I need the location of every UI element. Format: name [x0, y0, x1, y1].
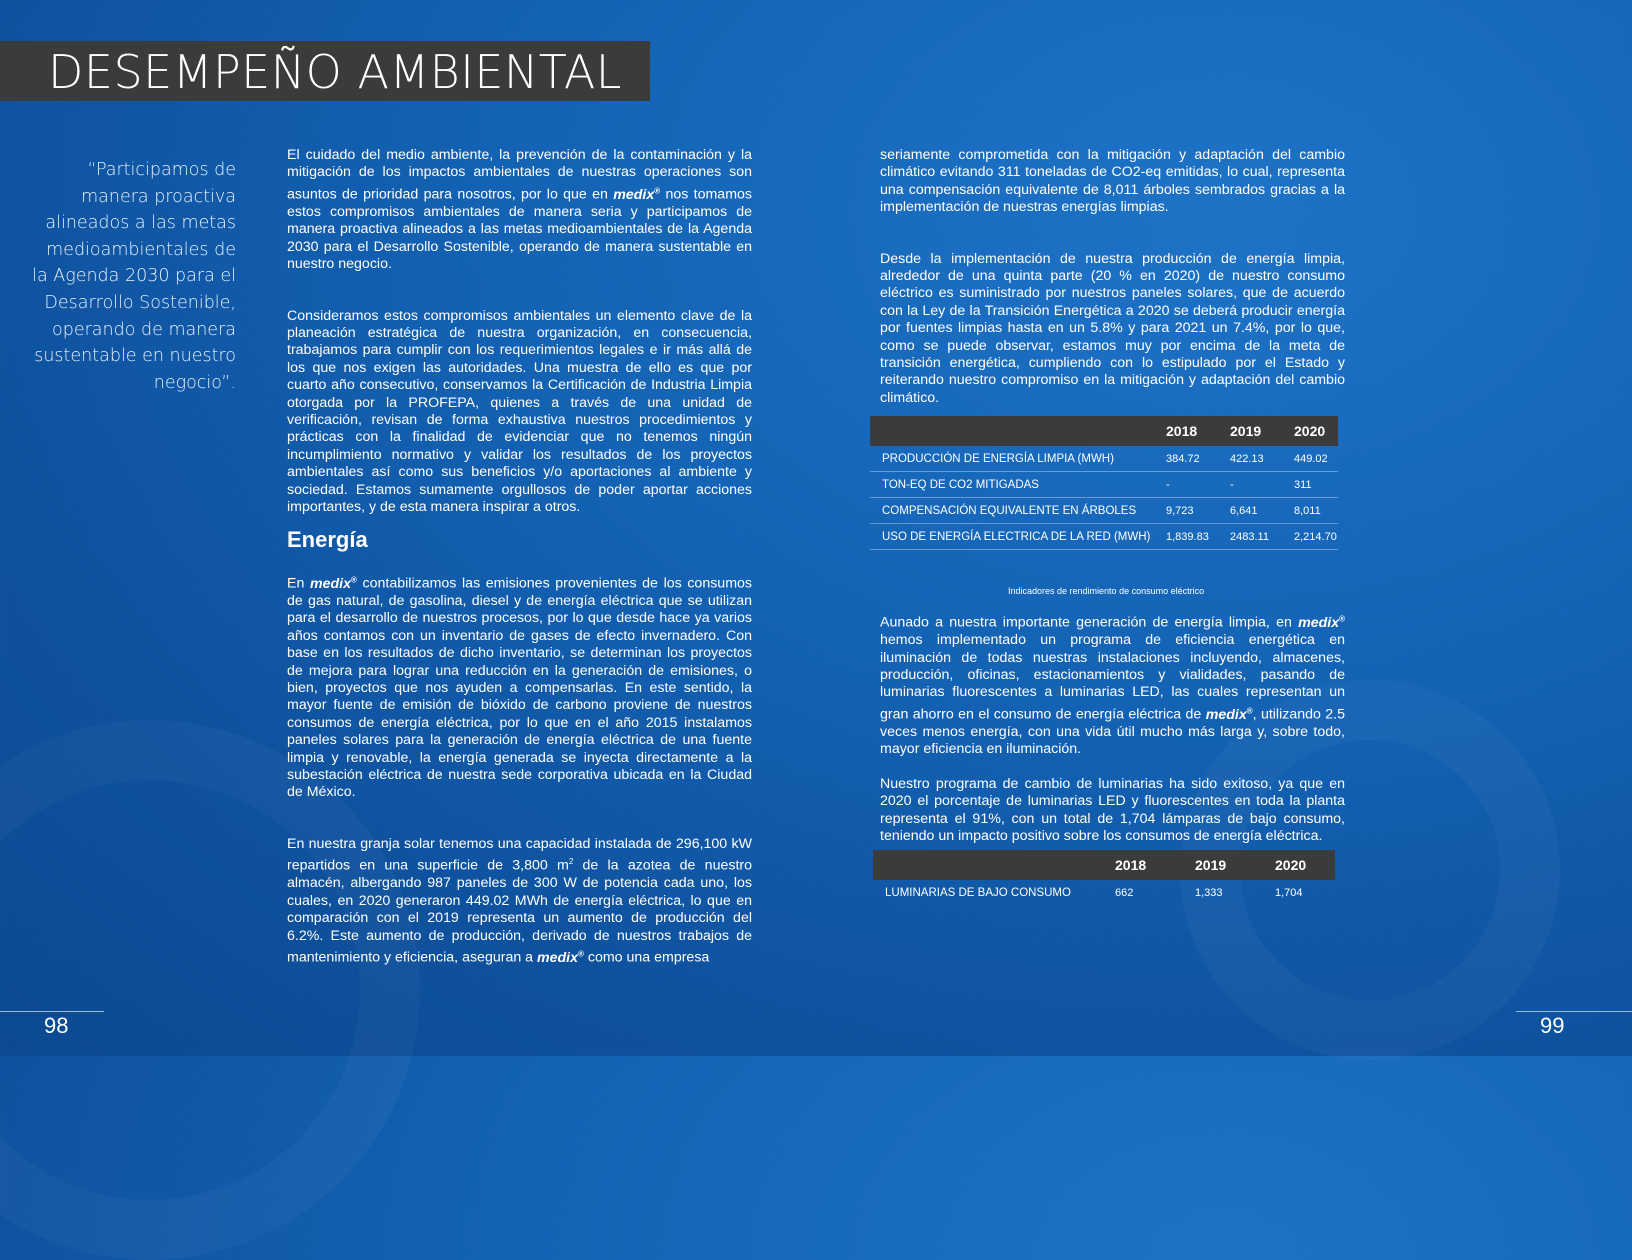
table-cell: TON-EQ DE CO2 MITIGADAS — [870, 472, 1156, 498]
table-cell: 2,214.70 — [1284, 524, 1338, 550]
table-cell: 311 — [1284, 472, 1338, 498]
table-header — [873, 850, 1105, 880]
energy-indicators-table — [870, 416, 1338, 550]
paragraph: Consideramos estos compromisos ambientales un elemento clave de la planeación estratégica de nuestra organización, en consecuencia, trabajamos para cumplir con los requerimientos legales e ir más allá de los que nos exigen las autoridades. Una muestra de ello es que por cuarto año consecutivo, conservamos la Certificación de Industria Limpia otorgada por la PROFEPA, quienes a través de una unidad de verificación, revisan de forma exhaustiva nuestros procedimientos y prácticas con la finalidad de evidenciar que no tenemos ningún incumplimiento normativo y validar los resultados de los proyectos ambientales así como sus beneficios y/o aportaciones al ambiente y sociedad. Estamos sumamente orgullosos de poder aportar acciones importantes, y de esta manera inspirar a otros. — [287, 307, 752, 516]
brand-name: medix® — [1298, 614, 1345, 631]
footer-divider — [0, 1011, 104, 1012]
brand-name: medix® — [310, 574, 357, 592]
table-cell: 2483.11 — [1220, 524, 1284, 550]
paragraph: Aunado a nuestra importante generación de energía limpia, en medix® hemos implementado un programa de eficiencia energética en iluminación de todas nuestras instalaciones incluyendo, almacenes, producción, oficinas, estacionamientos y vialidades, pasando de luminarias fluorescentes a luminarias LED, las cuales representan un gran ahorro en el consumo de energía eléctrica de medix®, utilizando 2.5 veces menos energía, con una vida útil mucho más larga y, sobre todo, mayor eficiencia en iluminación. — [880, 614, 1345, 758]
table-row — [870, 446, 1338, 472]
table-cell: PRODUCCIÓN DE ENERGÍA LIMPIA (MWH) — [870, 446, 1156, 472]
table-cell: 9,723 — [1156, 498, 1220, 524]
paragraph: Desde la implementación de nuestra producción de energía limpia, alrededor de una quinta parte (20 % en 2020) de nuestro consumo eléctrico es suministrado por nuestros paneles solares, que de acuerdo con la Ley de la Transición Energética a 2020 se deberá producir energía por fuentes limpias hasta en un 5.8% y para 2021 un 7.4%, por lo que, como se puede observar, estamos muy por encima de la meta de transición energética, cumpliendo con lo estipulado por el Estado y reiterando nuestro compromiso en la mitigación y adaptación del cambio climático. — [880, 250, 1345, 406]
right-column — [880, 147, 1345, 407]
table-header: 2020 — [1284, 416, 1338, 446]
table-header-row — [873, 850, 1335, 880]
section-heading: Energía — [287, 527, 368, 553]
table-cell: USO DE ENERGÍA ELECTRICA DE LA RED (MWH) — [870, 524, 1156, 550]
brand-name: medix® — [1205, 705, 1253, 723]
paragraph: Nuestro programa de cambio de luminarias ha sido exitoso, ya que en 2020 el porcentaje de luminarias LED y fluorescentes en toda la planta representa el 91%, con un total de 1,704 lámparas de bajo consumo, teniendo un impacto positivo sobre los consumos de energía eléctrica. — [880, 775, 1345, 844]
brand-name: medix® — [537, 949, 584, 966]
table-cell: 6,641 — [1220, 498, 1284, 524]
table-header: 2019 — [1185, 850, 1265, 880]
table-cell: COMPENSACIÓN EQUIVALENTE EN ÁRBOLES — [870, 498, 1156, 524]
table-cell: 384.72 — [1156, 446, 1220, 472]
table-cell: 449.02 — [1284, 446, 1338, 472]
page-title: DESEMPEÑO AMBIENTAL — [48, 45, 622, 99]
paragraph: En medix® contabilizamos las emisiones provenientes de los consumos de gas natural, de gasolina, diesel y de energía eléctrica que se utilizan para el desarrollo de nuestros procesos, por lo que desde hace ya varios años contamos con un inventario de gases de efecto invernadero. Con base en los resultados de dicho inventario, se determinan los proyectos de mejora para lograr una reducción en la generación de emisiones, o bien, proyectos que nos ayuden a compensarlas. En este sentido, la mayor fuente de emisión de bióxido de carbono proviene de nuestros consumos de energía eléctrica, por lo que en el año 2015 instalamos paneles solares para la generación de energía eléctrica de una fuente limpia y renovable, la energía generada se inyecta directamente a la subestación eléctrica de nuestra sede corporativa ubicada en la Ciudad de México. — [287, 574, 753, 801]
table-header: 2020 — [1265, 850, 1335, 880]
table-cell: 422.13 — [1220, 446, 1284, 472]
page-number-right: 99 — [1540, 1013, 1565, 1038]
page-number-left: 98 — [44, 1013, 69, 1038]
table-header: 2018 — [1156, 416, 1220, 446]
left-column — [287, 147, 752, 967]
table-cell: - — [1220, 472, 1284, 498]
right-column-lower — [880, 610, 1345, 845]
paragraph: seriamente comprometida con la mitigación y adaptación del cambio climático evitando 311 toneladas de CO2-eq emitidas, lo cual, representa una compensación equivalente de 8,011 árboles sembrados gracias a la implementación de nuestras energías limpias. — [880, 147, 1345, 216]
paragraph: En nuestra granja solar tenemos una capacidad instalada de 296,100 kW repartidos en una superficie de 3,800 $m^2$ de la azotea de nuestro almacén, albergando 987 paneles de 300 W de potencia cada uno, los cuales, en 2020 generaron 449.02 MWh de energía eléctrica, lo que en comparación con el 2019 representa un aumento de producción del 6.2%. Este aumento de producción, derivado de nuestros trabajos de mantenimiento y eficiencia, aseguran a medix® como una empresa — [287, 835, 752, 966]
table-row — [870, 472, 1338, 498]
table-row — [873, 880, 1335, 905]
lighting-table — [873, 850, 1335, 905]
table-header-row — [870, 416, 1338, 446]
table-cell: - — [1156, 472, 1220, 498]
table-header: 2018 — [1105, 850, 1185, 880]
table-cell: 8,011 — [1284, 498, 1338, 524]
table-cell: 662 — [1115, 886, 1134, 899]
table-cell: 1,333 — [1195, 886, 1223, 899]
table-cell: 1,704 — [1275, 886, 1303, 899]
paragraph: El cuidado del medio ambiente, la prevención de la contaminación y la mitigación de los impactos ambientales de nuestras operaciones son asuntos de prioridad para nosotros, por lo que en medix® nos tomamos estos compromisos ambientales de manera seria y participamos de manera proactiva alineados a las metas medioambientales de la Agenda 2030 para el Desarrollo Sostenible, operando de manera sustentable en nuestro negocio. — [287, 147, 752, 273]
brand-name: medix® — [613, 185, 661, 203]
table-cell: 1,839.83 — [1156, 524, 1220, 550]
table-row — [870, 524, 1338, 550]
table-cell: LUMINARIAS DE BAJO CONSUMO — [885, 886, 1071, 899]
table-row — [870, 498, 1338, 524]
pull-quote: “Participamos de manera proactiva alineados a las metas medioambientales de la Agenda 2030 para el Desarrollo Sostenible, operando de manera sustentable en nuestro negocio”. — [32, 160, 236, 393]
table-header — [870, 416, 1156, 446]
table-header: 2019 — [1220, 416, 1284, 446]
title-bar — [0, 41, 650, 101]
footer-divider — [1516, 1011, 1632, 1012]
table-caption: Indicadores de rendimiento de consumo eléctrico — [1008, 586, 1205, 596]
